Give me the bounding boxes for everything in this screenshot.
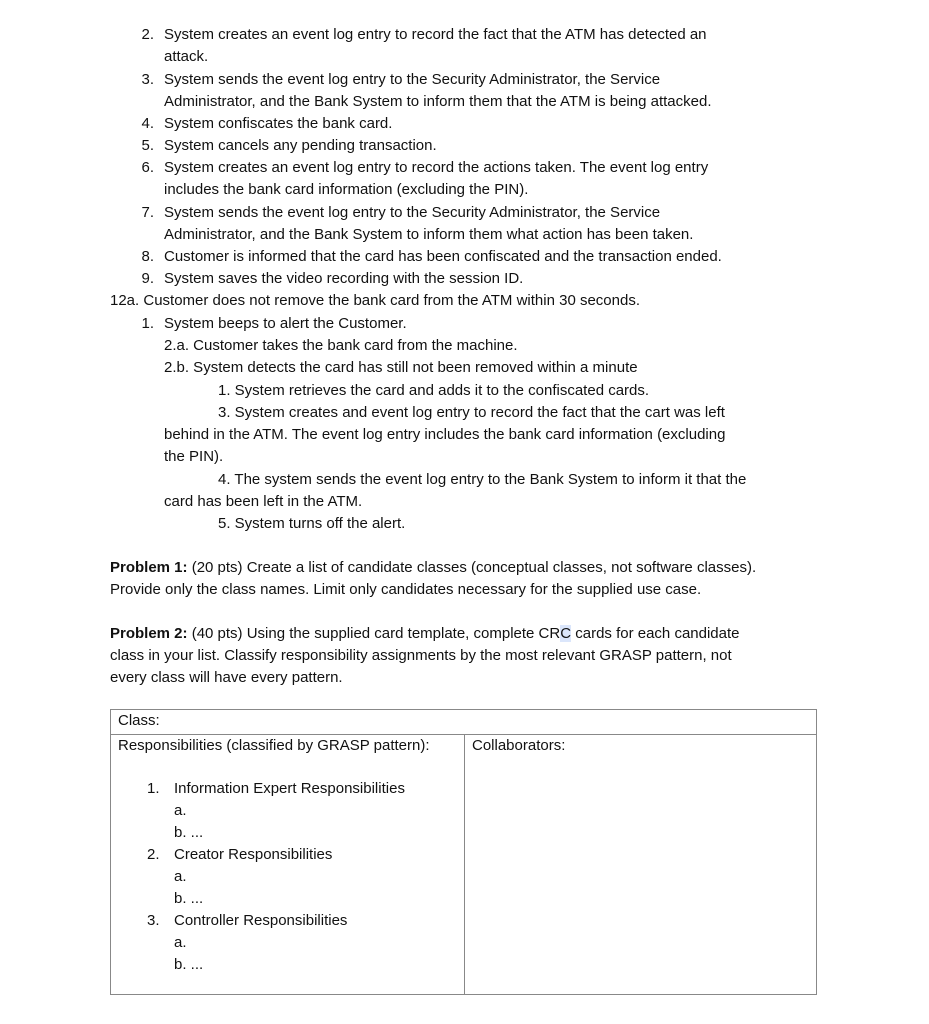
step-7-cont: Administrator, and the Bank System to inform them what action has been taken. (164, 226, 694, 243)
alt-sub-step-3-cont: behind in the ATM. The event log entry includes the bank card information (excluding (164, 426, 726, 443)
alt-sub-step-4: 4. The system sends the event log entry to the Bank System to inform it that the (218, 471, 747, 488)
problem-2-text-b: cards for each candidate (571, 625, 740, 642)
step-number: 8. (141, 248, 154, 265)
step-text: System creates an event log entry to record the fact that the ATM has detected an (164, 26, 707, 43)
problem-2-line-3: every class will have every pattern. (110, 669, 343, 686)
step-text: System sends the event log entry to the Security Administrator, the Service (164, 204, 661, 221)
step-3-cont: Administrator, and the Bank System to inform them that the ATM is being attacked. (164, 93, 712, 110)
crc-section-1-title: Information Expert Responsibilities (174, 780, 405, 797)
step-number: 3. (141, 71, 154, 88)
crc-section-2-number: 2. (147, 846, 160, 863)
problem-1-text: (20 pts) Create a list of candidate classes (conceptual classes, not software classes). (187, 559, 757, 576)
crc-section-2-item-a: a. (174, 868, 187, 885)
crc-section-2-item-b: b. ... (174, 890, 204, 907)
step-6-cont: includes the bank card information (excluding the PIN). (164, 181, 529, 198)
problem-1-line-2: Provide only the class names. Limit only candidates necessary for the supplied use case. (110, 581, 702, 598)
crc-responsibilities-label: Responsibilities (classified by GRASP pattern): (118, 737, 430, 754)
problem-1-label: Problem 1: (110, 559, 188, 576)
crc-section-3-item-a: a. (174, 934, 187, 951)
alt-sub-step-1: 1. System retrieves the card and adds it to the confiscated cards. (218, 382, 650, 399)
step-number: 7. (141, 204, 154, 221)
step-number: 4. (141, 115, 154, 132)
crc-collaborators-label: Collaborators: (472, 737, 566, 754)
crc-card-template (110, 709, 817, 995)
problem-2-line-2: class in your list. Classify responsibility assignments by the most relevant GRASP pattern, not (110, 647, 732, 664)
alt-sub-step-3-cont2: the PIN). (164, 448, 224, 465)
crc-column-divider (464, 734, 465, 994)
step-number: 2. (141, 26, 154, 43)
crc-section-3-number: 3. (147, 912, 160, 929)
alt-flow-heading: 12a. Customer does not remove the bank card from the ATM within 30 seconds. (110, 292, 640, 309)
problem-2-label: Problem 2: (110, 625, 188, 642)
step-number: 9. (141, 270, 154, 287)
problem-2-text-a: (40 pts) Using the supplied card template, complete CR (187, 625, 561, 642)
step-number: 6. (141, 159, 154, 176)
text-selection-highlight[interactable]: C (560, 625, 572, 642)
crc-section-3-item-b: b. ... (174, 956, 204, 973)
crc-section-1-item-b: b. ... (174, 824, 204, 841)
step-text: System saves the video recording with the session ID. (164, 270, 524, 287)
crc-section-1-number: 1. (147, 780, 160, 797)
step-number: 5. (141, 137, 154, 154)
crc-section-1-item-a: a. (174, 802, 187, 819)
problem-2-line-1 (110, 623, 740, 645)
step-text: System beeps to alert the Customer. (164, 315, 407, 332)
step-text: System confiscates the bank card. (164, 115, 393, 132)
crc-class-label: Class: (118, 712, 160, 729)
step-number: 1. (141, 315, 154, 332)
crc-section-3-title: Controller Responsibilities (174, 912, 348, 929)
crc-class-row (111, 710, 816, 735)
alt-sub-step-4-cont: card has been left in the ATM. (164, 493, 363, 510)
step-text: System sends the event log entry to the Security Administrator, the Service (164, 71, 661, 88)
alt-sub-step-5: 5. System turns off the alert. (218, 515, 406, 532)
alt-sub-step-3: 3. System creates and event log entry to record the fact that the cart was left (218, 404, 725, 421)
alt-step-2a: 2.a. Customer takes the bank card from the machine. (164, 337, 518, 354)
step-2-cont: attack. (164, 48, 209, 65)
step-text: Customer is informed that the card has been confiscated and the transaction ended. (164, 248, 722, 265)
crc-section-2-title: Creator Responsibilities (174, 846, 333, 863)
step-text: System cancels any pending transaction. (164, 137, 437, 154)
step-text: System creates an event log entry to record the actions taken. The event log entry (164, 159, 709, 176)
problem-1-line-1 (110, 557, 756, 579)
alt-step-2b: 2.b. System detects the card has still not been removed within a minute (164, 359, 638, 376)
